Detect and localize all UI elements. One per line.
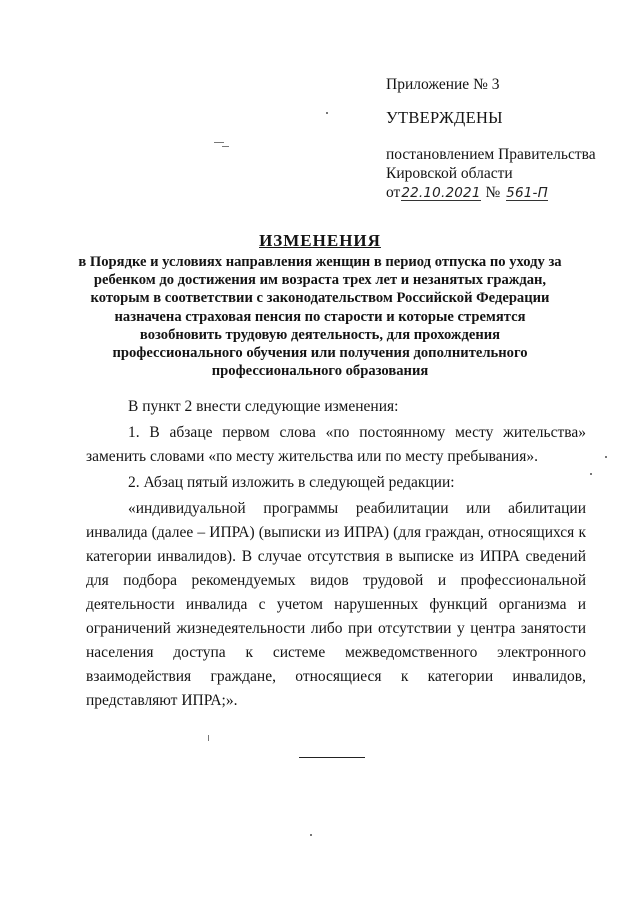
subtitle-line: ребенком до достижения им возраста трех лет и незанятых граждан, xyxy=(93,272,547,289)
subtitle-line: профессионального образования xyxy=(211,363,429,380)
subtitle-line: профессионального обучения или получения дополнительного xyxy=(112,345,528,362)
intro-paragraph: В пункт 2 внести следующие изменения: xyxy=(128,398,399,415)
scan-speck xyxy=(605,456,607,458)
decree-date-number xyxy=(386,183,548,202)
scan-speck xyxy=(214,142,224,143)
subtitle-line: в Порядке и условиях направления женщин в период отпуска по уходу за xyxy=(78,254,562,270)
decree-line-2: Кировской области xyxy=(386,165,513,182)
date-prefix: от xyxy=(386,184,401,201)
appendix-number: Приложение № 3 xyxy=(386,76,500,93)
scan-speck xyxy=(222,146,229,147)
item-1-paragraph: 1. В абзаце первом слова «по постоянному месту жительства» заменить словами «по месту жительства или по месту пребывания». xyxy=(86,424,586,465)
scan-speck xyxy=(208,735,209,741)
scan-speck xyxy=(590,473,592,475)
approved-stamp-text: УТВЕРЖДЕНЫ xyxy=(386,108,503,127)
scan-speck xyxy=(326,112,328,114)
scan-speck xyxy=(310,834,312,836)
heading-title: ИЗМЕНЕНИЯ xyxy=(259,231,381,250)
changes-heading xyxy=(70,230,570,380)
quoted-paragraph: «индивидуальной программы реабилитации или абилитации инвалида (далее – ИПРА) (выписки из ИПРА) (для граждан, относящихся к категории инвалидов). В случае отсутствия в выписке из ИПРА сведений для подбора рекомендуемых видов трудовой и профессиональной деятельности инвалида с учетом нарушенных функций организма и ограничений жизнедеятельности либо при отсутствии у центра занятости населения доступа к системе межведомственного электронного взаимодействия граждане, относящиеся к категории инвалидов, представляют ИПРА;». xyxy=(86,500,586,709)
number-prefix: № xyxy=(485,184,501,201)
subtitle-line: возобновить трудовую деятельность, для прохождения xyxy=(139,326,501,343)
item-2-paragraph: 2. Абзац пятый изложить в следующей редакции: xyxy=(128,474,455,491)
subtitle-line: назначена страховая пенсия по старости и которые стремятся xyxy=(114,308,526,325)
handwritten-date: 22.10.2021 xyxy=(401,185,481,201)
document-body xyxy=(86,395,586,713)
end-separator-line xyxy=(299,757,365,758)
handwritten-number: 561-П xyxy=(506,185,548,201)
decree-line-1: постановлением Правительства xyxy=(386,146,596,163)
subtitle-line: которым в соответствии с законодательством Российской Федерации xyxy=(90,290,550,307)
heading-subtitle xyxy=(70,253,570,380)
